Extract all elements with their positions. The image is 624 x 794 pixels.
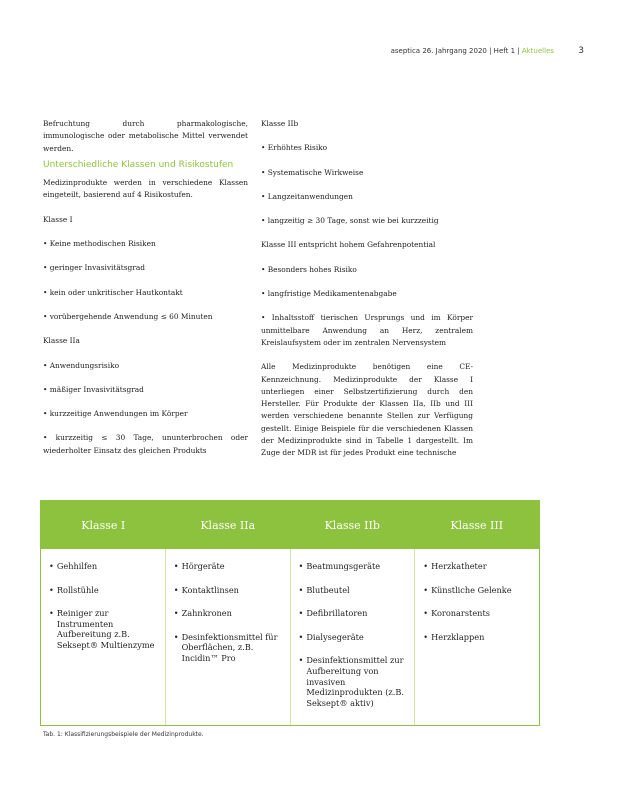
table-caption: Tab. 1: Klassifizierungsbeispiele der Medizinprodukte.	[43, 731, 204, 738]
table-cell-item: • Blutbeutel	[298, 584, 350, 595]
section-name: Aktuelles	[521, 47, 555, 55]
paragraph-ce-marking: Alle Medizinprodukte benötigen eine CE-Kennzeichnung. Medizinprodukte der Klasse I unterliegen einer Selbstzertifizierung durch den Hersteller. Für Produkte der Klassen IIa, IIb und III werden verschiedene benannte Stellen zur Verfügung gestellt. Einige Beispiele für die verschiedenen Klassen der Medizinprodukte sind in Tabelle 1 dargestellt. Im Zuge der MDR ist für jedes Produkt eine technische	[261, 362, 473, 458]
list-item: • langzeitig ≥ 30 Tage, sonst wie bei kurzzeitig	[261, 216, 439, 226]
list-item: • kein oder unkritischer Hautkontakt	[43, 287, 183, 297]
table-cell-item: • Herzklappen	[423, 631, 485, 642]
table-column-class-2a	[165, 549, 290, 725]
table-header-cell: Klasse III	[450, 518, 504, 532]
table-cell-item: • Koronarstents	[423, 608, 490, 619]
list-item: • Besonders hohes Risiko	[261, 264, 357, 274]
table-column-class-1	[41, 549, 165, 725]
list-item: • kurzzeitig ≤ 30 Tage, ununterbrochen oder wiederholter Einsatz des gleichen Produkts	[43, 433, 248, 455]
class-2b-heading: Klasse IIb	[261, 119, 299, 128]
list-item: • kurzzeitige Anwendungen im Körper	[43, 409, 188, 419]
list-item: • geringer Invasivitätsgrad	[43, 263, 145, 273]
list-item: • langfristige Medikamentenabgabe	[261, 289, 397, 299]
table-header-cell: Klasse I	[81, 518, 126, 532]
page-header	[40, 46, 584, 56]
table-cell-item: • Defibrillatoren	[298, 608, 368, 619]
list-item: • Inhaltsstoff tierischen Ursprungs und im Körper unmittelbare Anwendung an Herz, zentralem Kreislaufsystem oder im zentralen Nervensystem	[261, 313, 473, 347]
table-cell-item: • Kontaktlinsen	[173, 584, 239, 595]
class-2a-heading: Klasse IIa	[43, 336, 80, 346]
list-item: • Anwendungsrisiko	[43, 360, 120, 370]
table-header-cell: Klasse IIa	[200, 518, 256, 532]
table-cell-item: • Hörgeräte	[173, 561, 225, 571]
list-item: • Erhöhtes Risiko	[261, 143, 328, 153]
table-body	[41, 549, 539, 725]
left-column	[43, 118, 248, 457]
right-column	[261, 118, 473, 460]
class-1-heading: Klasse I	[43, 214, 73, 224]
page-number: 3	[578, 46, 584, 56]
list-item: • Langzeitanwendungen	[261, 191, 353, 201]
table-header-row	[41, 501, 539, 549]
table-cell-item: • Künstliche Gelenke	[423, 584, 512, 595]
table-column-class-2b	[290, 549, 415, 725]
table-header-cell: Klasse IIb	[324, 518, 380, 532]
paragraph-classes: Medizinprodukte werden in verschiedene Klassen eingeteilt, basierend auf 4 Risikostufen.	[43, 178, 248, 200]
list-item: • vorübergehende Anwendung ≤ 60 Minuten	[43, 311, 213, 321]
paragraph-intro: Befruchtung durch pharmakologische, immunologische oder metabolische Mittel verwendet werden.	[43, 119, 248, 153]
table-column-class-3	[414, 549, 539, 725]
classification-table	[40, 500, 540, 726]
table-cell-item: • Herzkatheter	[423, 561, 487, 571]
list-item: • Systematische Wirkweise	[261, 167, 364, 177]
table-cell-item: • Gehhilfen	[49, 561, 98, 571]
table-cell-item: • Reiniger zur Instrumenten Aufbereitung z.B. Seksept® Multienzyme	[49, 608, 155, 650]
table-cell-item: • Zahnkronen	[173, 608, 232, 619]
table-cell-item: • Dialysegeräte	[298, 631, 364, 642]
list-item: • mäßiger Invasivitätsgrad	[43, 384, 144, 394]
section-subheading: Unterschiedliche Klassen und Risikostufen	[43, 159, 234, 170]
list-item: • Keine methodischen Risiken	[43, 239, 156, 249]
table-cell-item: • Rollstühle	[49, 584, 99, 595]
table-cell-item: • Beatmungsgeräte	[298, 561, 381, 571]
class-3-heading: Klasse III entspricht hohem Gefahrenpotential	[261, 240, 436, 250]
journal-info: aseptica 26. Jahrgang 2020 | Heft 1 |	[390, 47, 520, 55]
table-cell-item: • Desinfektionsmittel für Oberflächen, z.B. Incidin™ Pro	[173, 631, 278, 663]
table-cell-item: • Desinfektionsmittel zur Aufbereitung von invasiven Medizinprodukten (z.B. Seksept® aktiv)	[298, 655, 404, 708]
